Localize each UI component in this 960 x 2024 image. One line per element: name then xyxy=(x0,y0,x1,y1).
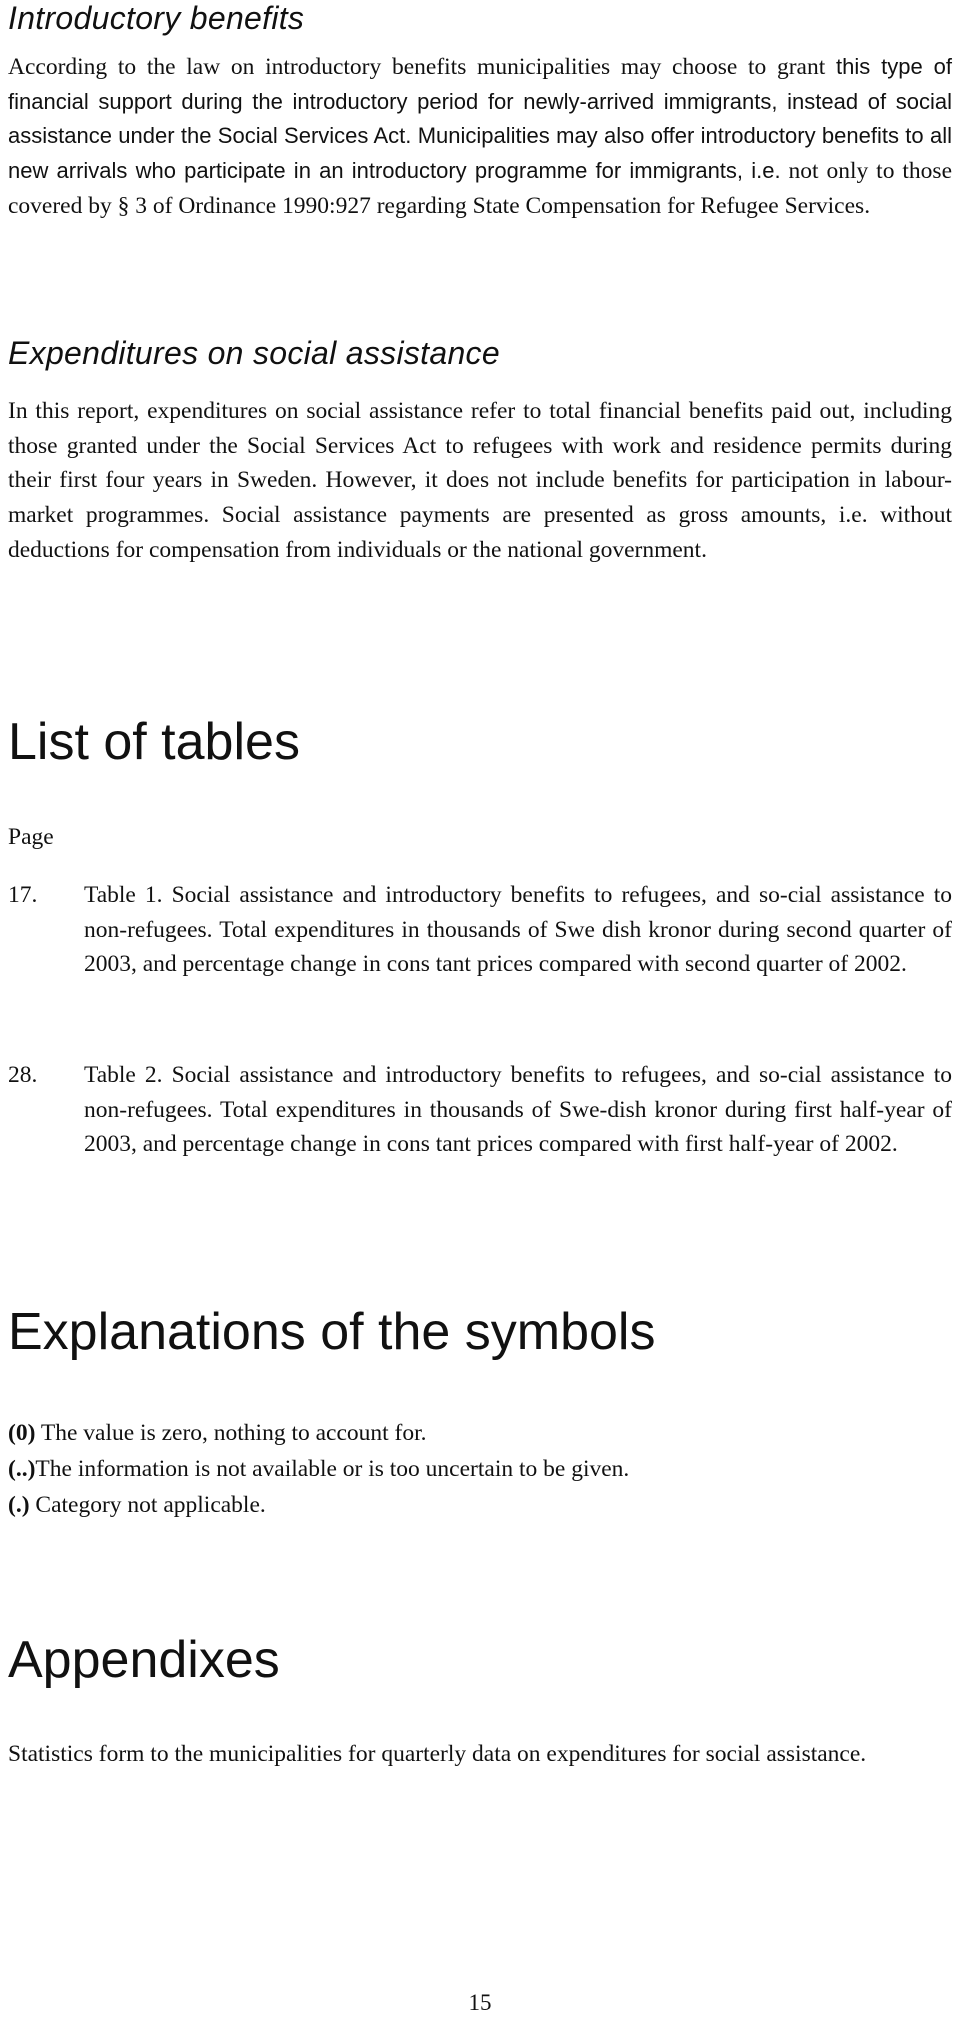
symbol-item xyxy=(8,1487,952,1523)
toc-page-number: 17. xyxy=(8,882,38,908)
page-number: 15 xyxy=(468,1990,492,2015)
symbol-key: (0) xyxy=(8,1420,36,1446)
toc-entry xyxy=(8,878,952,982)
intro-heading: Introductory benefits xyxy=(8,0,305,36)
symbol-item xyxy=(8,1451,952,1487)
expenditures-heading: Expenditures on social assistance xyxy=(8,335,500,371)
symbols-list xyxy=(8,1415,952,1523)
toc-entry xyxy=(8,1058,952,1162)
intro-body-sans: this type of financial support during the introductory period for newly-arrived immigrants, instead of social assistance under the Social Services Act. Municipalities may also offer introductory benefits to all new arrivals who participate in an introductory programme for immigrants, i.e. xyxy=(8,54,953,184)
intro-body-serif: According to the law on introductory benefits municipalities may choose to grant xyxy=(8,54,826,80)
symbol-key: (..) xyxy=(8,1456,36,1482)
intro-paragraph xyxy=(8,50,952,224)
symbol-text: Category not applicable. xyxy=(35,1492,266,1518)
symbol-text: The value is zero, nothing to account for. xyxy=(40,1420,427,1446)
list-of-tables-heading: List of tables xyxy=(8,713,300,771)
symbol-text: The information is not available or is too uncertain to be given. xyxy=(35,1456,630,1482)
toc-page-number: 28. xyxy=(8,1062,38,1088)
appendixes-heading: Appendixes xyxy=(8,1631,280,1689)
toc-entry-text: Table 1. Social assistance and introductory benefits to refugees, and so-cial assistance to non-refugees. Total expenditures in thousands of Swe dish kronor during second quarter of 2003, and percentage change in cons tant prices compared with second quarter of 2002. xyxy=(84,882,952,977)
toc-entry-text: Table 2. Social assistance and introductory benefits to refugees, and so-cial assistance to non-refugees. Total expenditures in thousands of Swe-dish kronor during first half-year of 2003, and percentage change in cons tant prices compared with first half-year of 2002. xyxy=(84,1062,952,1157)
page-column-label: Page xyxy=(8,824,54,850)
symbol-key: (.) xyxy=(8,1492,30,1518)
symbol-item xyxy=(8,1415,952,1451)
appendixes-paragraph: Statistics form to the municipalities for quarterly data on expenditures for social assistance. xyxy=(8,1741,867,1767)
expenditures-paragraph: In this report, expenditures on social assistance refer to total financial benefits paid out, including those granted under the Social Services Act to refugees with work and residence permits during their first four years in Sweden. However, it does not include benefits for participation in labour-market programmes. Social assistance payments are presented as gross amounts, i.e. without deductions for compensation from individuals or the national government. xyxy=(8,398,952,563)
intro-body-serif-tail: not only to those covered by § 3 of Ordinance 1990:927 regarding State Compensation for Refugee Services. xyxy=(8,158,952,219)
symbols-heading: Explanations of the symbols xyxy=(8,1303,656,1361)
